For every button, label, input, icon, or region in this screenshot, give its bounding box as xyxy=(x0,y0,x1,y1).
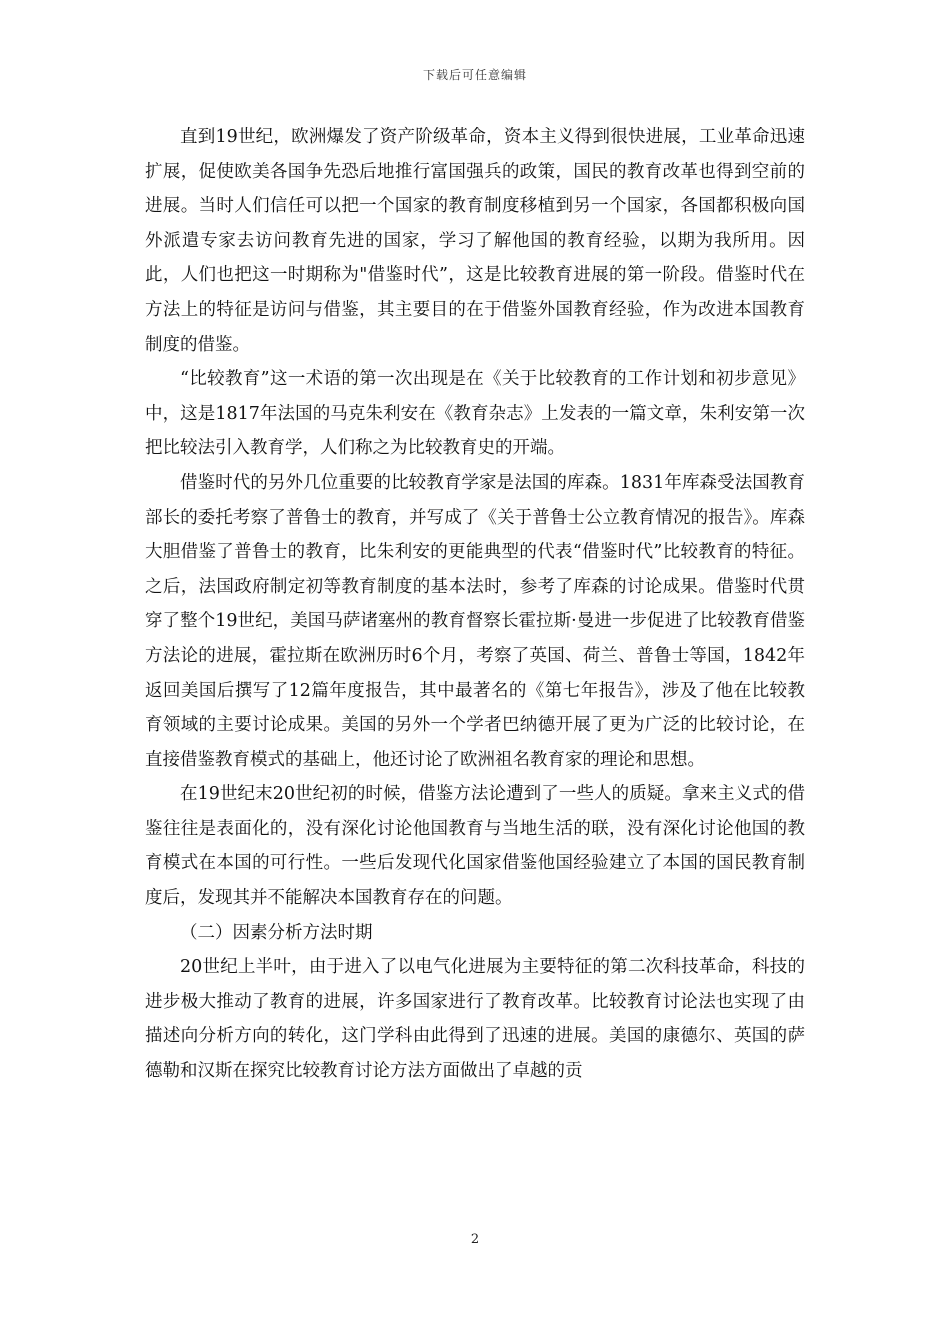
paragraph-cousin-mann: 借鉴时代的另外几位重要的比较教育学家是法国的库森。1831年库森受法国教育部长的委托考察了普鲁士的教育，并写成了《关于普鲁士公立教育情况的报告》。库森大胆借鉴了普鲁士的教育，比朱利安的更能典型的代表“借鉴时代”比较教育的特征。之后，法国政府制定初等教育制度的基本法时，参考了库森的讨论成果。借鉴时代贯穿了整个19世纪，美国马萨诸塞州的教育督察长霍拉斯·曼进一步促进了比较教育借鉴方法论的进展，霍拉斯在欧洲历时6个月，考察了英国、荷兰、普鲁士等国，1842年返回美国后撰写了12篇年度报告，其中最著名的《第七年报告》，涉及了他在比较教育领域的主要讨论成果。美国的另外一个学者巴纳德开展了更为广泛的比较讨论，在直接借鉴教育模式的基础上，他还讨论了欧洲祖名教育家的理论和思想。 xyxy=(145,472,805,770)
page-header-note: 下载后可任意编辑 xyxy=(422,68,527,82)
document-body xyxy=(145,120,805,1089)
paragraph-factor-analysis: 20世纪上半叶，由于进入了以电气化进展为主要特征的第二次科技革命，科技的进步极大推动了教育的进展，许多国家进行了教育改革。比较教育讨论法也实现了由描述向分析方向的转化，这门学科由此得到了迅速的进展。美国的康德尔、英国的萨德勒和汉斯在探究比较教育讨论方法方面做出了卓越的贡 xyxy=(145,957,805,1082)
paragraph-borrowing-era: 直到19世纪，欧洲爆发了资产阶级革命，资本主义得到很快进展，工业革命迅速扩展，促使欧美各国争先恐后地推行富国强兵的政策，国民的教育改革也得到空前的进展。当时人们信任可以把一个国家的教育制度移植到另一个国家，各国都积极向国外派遣专家去访问教育先进的国家，学习了解他国的教育经验，以期为我所用。因此，人们也把这一时期称为"借鉴时代”，这是比较教育进展的第一阶段。借鉴时代在方法上的特征是访问与借鉴，其主要目的在于借鉴外国教育经验，作为改进本国教育制度的借鉴。 xyxy=(145,127,805,355)
paragraph-questioning: 在19世纪末20世纪初的时候，借鉴方法论遭到了一些人的质疑。拿来主义式的借鉴往往是表面化的，没有深化讨论他国教育与当地生活的联，没有深化讨论他国的教育模式在本国的可行性。一些后发现代化国家借鉴他国经验建立了本国的国民教育制度后，发现其并不能解决本国教育存在的问题。 xyxy=(145,784,805,909)
page-number: 2 xyxy=(470,1232,480,1247)
section-heading: （二）因素分析方法时期 xyxy=(180,922,373,943)
paragraph-term-origin: “比较教育”这一术语的第一次出现是在《关于比较教育的工作计划和初步意见》中，这是1817年法国的马克朱利安在《教育杂志》上发表的一篇文章，朱利安第一次把比较法引入教育学，人们称之为比较教育史的开端。 xyxy=(145,369,805,459)
